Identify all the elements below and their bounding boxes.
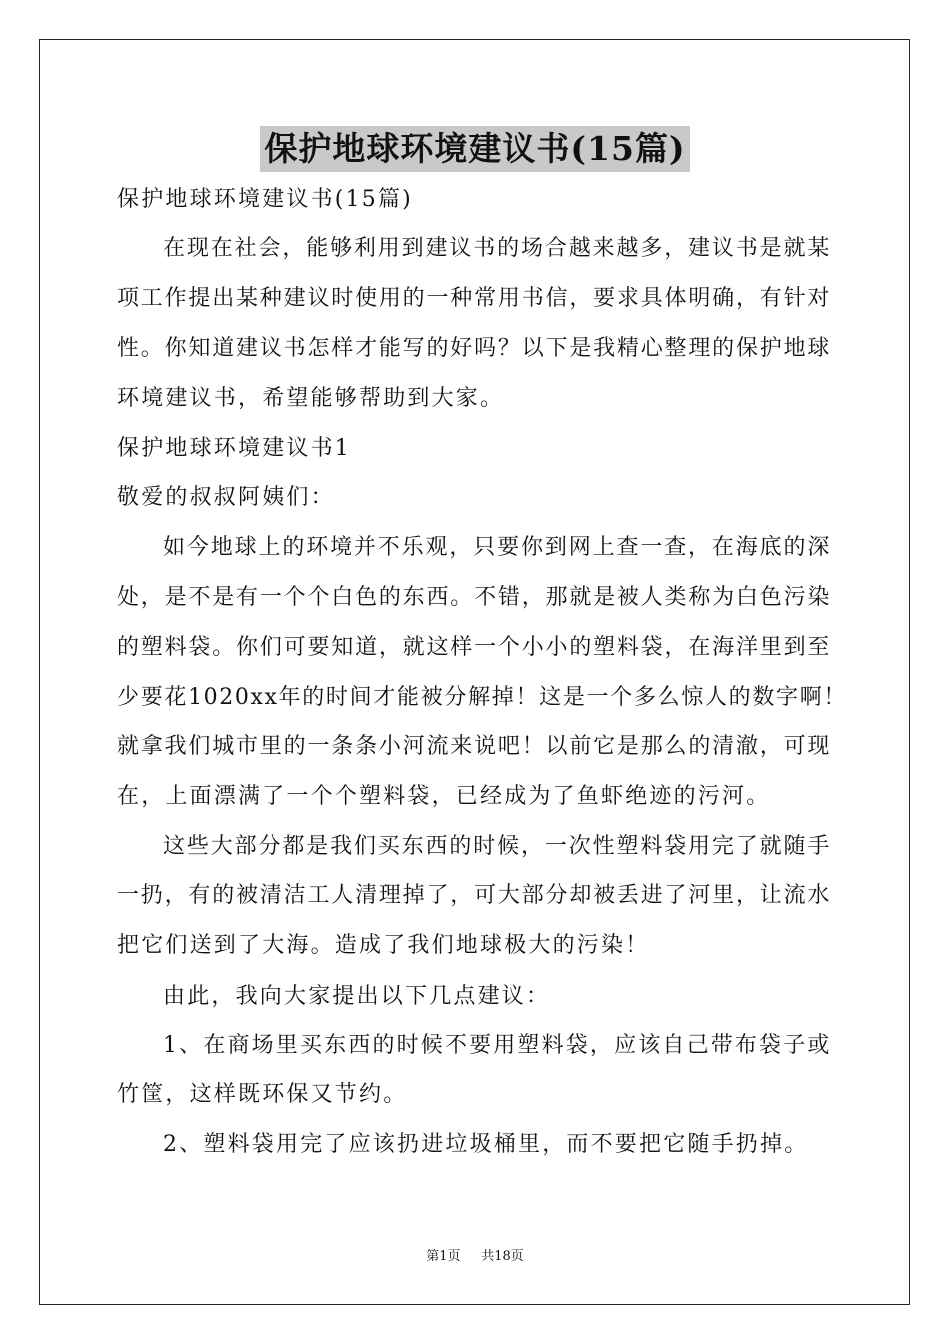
salutation: 敬爱的叔叔阿姨们： [117,485,335,510]
paragraph-line: 在现在社会，能够利用到建议书的场合越来越多，建议书是就某 [163,236,831,261]
page-border [39,39,910,1305]
paragraph-line: 这些大部分都是我们买东西的时候，一次性塑料袋用完了就随手 [163,834,831,859]
page-footer [0,1248,950,1266]
page-total: 共18页 [481,1249,524,1264]
title-container [0,126,950,172]
document-title: 保护地球环境建议书(15篇) [260,126,689,172]
list-item-line: 竹筐，这样既环保又节约。 [117,1082,408,1107]
paragraph-line: 一扔，有的被清洁工人清理掉了，可大部分却被丢进了河里，让流水 [117,883,831,908]
paragraph-line: 少要花1020xx年的时间才能被分解掉！这是一个多么惊人的数字啊！ [117,685,847,710]
paragraph-line: 性。你知道建议书怎样才能写的好吗？以下是我精心整理的保护地球 [117,336,831,361]
paragraph-line: 项工作提出某种建议时使用的一种常用书信，要求具体明确，有针对 [117,286,831,311]
paragraph-line: 如今地球上的环境并不乐观，只要你到网上查一查，在海底的深 [163,535,831,560]
paragraph-line: 环境建议书，希望能够帮助到大家。 [117,386,505,411]
paragraph-line: 在，上面漂满了一个个塑料袋，已经成为了鱼虾绝迹的污河。 [117,784,771,809]
paragraph-line: 处，是不是有一个个白色的东西。不错，那就是被人类称为白色污染 [117,585,831,610]
paragraph-line: 的塑料袋。你们可要知道，就这样一个小小的塑料袋，在海洋里到至 [117,635,831,660]
paragraph-line: 由此，我向大家提出以下几点建议： [163,984,551,1009]
subtitle-line: 保护地球环境建议书(15篇) [117,187,413,212]
list-item-line: 1、在商场里买东西的时候不要用塑料袋，应该自己带布袋子或 [163,1033,831,1058]
section-heading: 保护地球环境建议书1 [117,436,351,461]
paragraph-line: 就拿我们城市里的一条条小河流来说吧！以前它是那么的清澈，可现 [117,734,831,759]
page-number: 第1页 [426,1249,461,1264]
list-item-line: 2、塑料袋用完了应该扔进垃圾桶里，而不要把它随手扔掉。 [163,1132,809,1157]
paragraph-line: 把它们送到了大海。造成了我们地球极大的污染！ [117,933,650,958]
